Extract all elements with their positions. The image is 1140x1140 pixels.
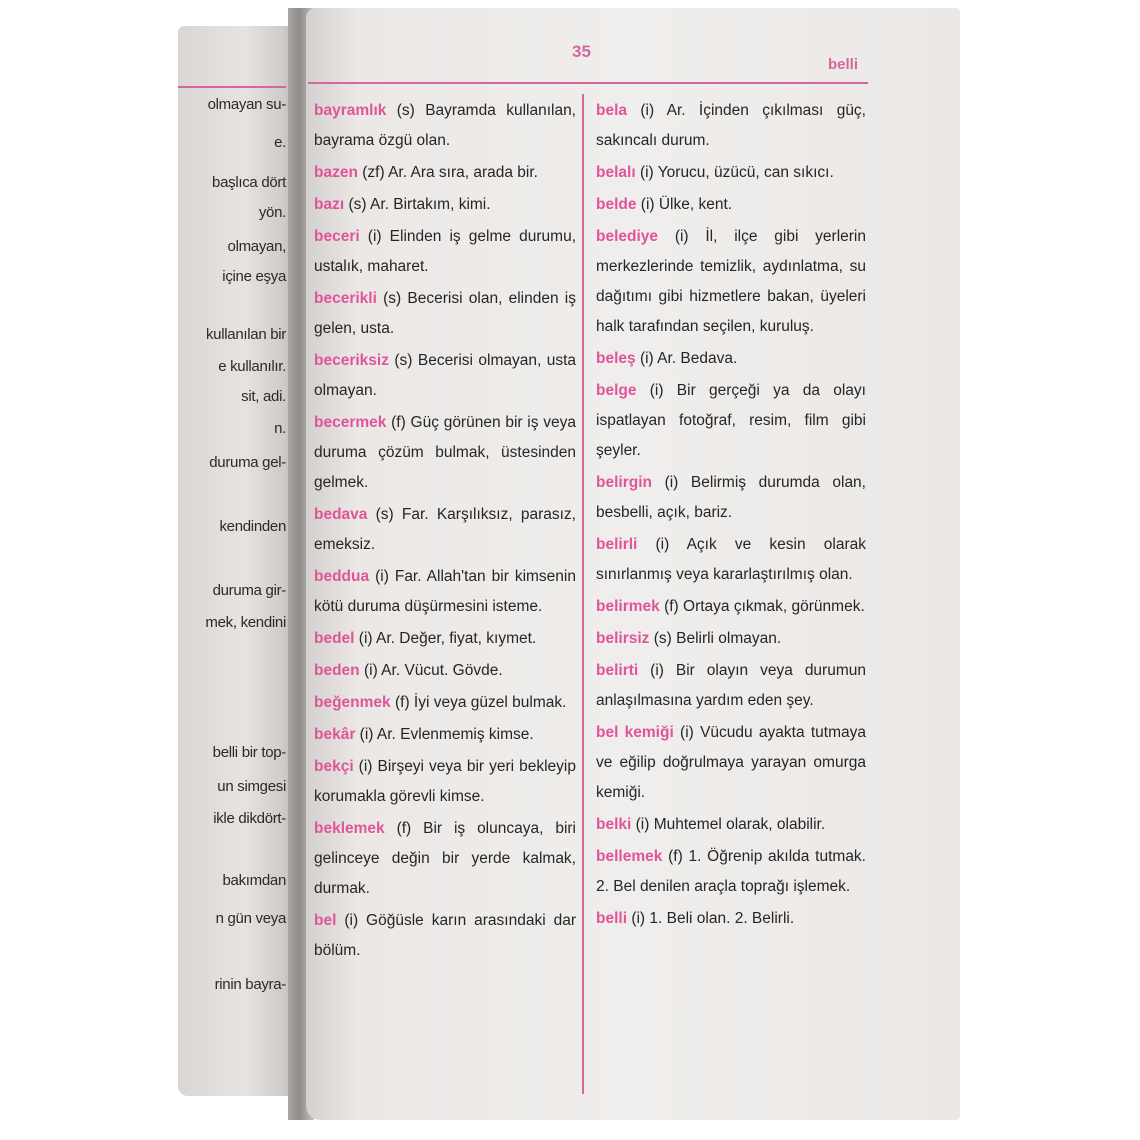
headword: becermek (314, 414, 387, 431)
headword: becerikli (314, 290, 377, 307)
definition: (i) Göğüsle karın arasındaki dar bölüm. (314, 912, 576, 959)
headword: bedel (314, 630, 355, 647)
headword: belirli (596, 536, 638, 553)
dictionary-entry (596, 222, 866, 342)
dictionary-column-right (596, 96, 866, 934)
definition: (i) Ar. İçinden çıkılması güç, sakıncalı durum. (596, 102, 866, 149)
dictionary-entry (596, 592, 866, 622)
dictionary-entry (314, 562, 576, 622)
left-page-fragment: duruma gir- (212, 582, 286, 599)
left-header-rule (178, 86, 286, 88)
left-page-fragment: ikle dikdört- (213, 810, 286, 827)
definition: (i) Yorucu, üzücü, can sıkıcı. (635, 164, 834, 181)
dictionary-entry (314, 624, 576, 654)
left-page-fragment: e kullanılır. (218, 358, 286, 375)
page-number: 35 (572, 42, 591, 61)
dictionary-entry (314, 500, 576, 560)
headword: bel (314, 912, 337, 929)
dictionary-entry (596, 158, 866, 188)
definition: (s) Becerisi olan, elinden iş gelen, usta. (314, 290, 576, 337)
left-page-fragment: bakımdan (222, 872, 286, 889)
headword: belde (596, 196, 637, 213)
definition: (f) Güç görünen bir iş veya duruma çözüm bulmak, üstesinden gelmek. (314, 414, 576, 491)
definition: (i) 1. Beli olan. 2. Belirli. (627, 910, 795, 927)
definition: (s) Far. Karşılıksız, parasız, emeksiz. (314, 506, 576, 553)
headword: beğenmek (314, 694, 391, 711)
headword: bellemek (596, 848, 663, 865)
definition: (s) Becerisi olmayan, usta olmayan. (314, 352, 576, 399)
definition: (f) Bir iş oluncaya, biri gelinceye değin bir yerde kalmak, durmak. (314, 820, 576, 897)
dictionary-entry (596, 904, 866, 934)
dictionary-entry (314, 96, 576, 156)
dictionary-entry (314, 906, 576, 966)
definition: (i) Bir gerçeği ya da olayı ispatlayan fotoğraf, resim, film gibi şeyler. (596, 382, 866, 459)
dictionary-entry (314, 346, 576, 406)
headword: bedava (314, 506, 368, 523)
definition: (s) Ar. Birtakım, kimi. (344, 196, 491, 213)
left-page-fragment: kendinden (219, 518, 286, 535)
left-page-fragment: duruma gel- (209, 454, 286, 471)
headword: belediye (596, 228, 659, 245)
headword: beklemek (314, 820, 385, 837)
left-page-fragment: kullanılan bir (205, 326, 286, 343)
left-page-fragment: içine eşya (222, 268, 286, 285)
left-page-fragment: başlıca dört (212, 174, 286, 191)
dictionary-entry (314, 190, 576, 220)
definition: (i) Elinden iş gelme durumu, ustalık, maharet. (314, 228, 576, 275)
headword: bekçi (314, 758, 354, 775)
dictionary-entry (596, 842, 866, 902)
dictionary-entry (596, 718, 866, 808)
headword: bekâr (314, 726, 356, 743)
headword: bel kemiği (596, 724, 674, 741)
dictionary-entry (596, 624, 866, 654)
definition: (f) İyi veya güzel bulmak. (390, 694, 567, 711)
left-page-fragment: un simgesi (217, 778, 286, 795)
dictionary-entry (314, 222, 576, 282)
definition: (i) Açık ve kesin olarak sınırlanmış veya kararlaştırılmış olan. (596, 536, 866, 583)
definition: (i) Bir olayın veya durumun anlaşılmasına yardım eden şey. (596, 662, 866, 709)
dictionary-entry (314, 158, 576, 188)
left-page-fragment: yön. (258, 204, 286, 221)
definition: (i) Vücudu ayakta tutmaya ve eğilip doğrulmaya yarayan omurga kemiği. (596, 724, 866, 801)
headword: bayramlık (314, 102, 387, 119)
left-page-fragment: olmayan, (227, 238, 286, 255)
definition: (f) Ortaya çıkmak, görünmek. (659, 598, 865, 615)
headword: belli (596, 910, 628, 927)
definition: (i) Birşeyi veya bir yeri bekleyip korumakla görevli kimse. (314, 758, 576, 805)
dictionary-entry (596, 376, 866, 466)
dictionary-entry (596, 190, 866, 220)
headword: beden (314, 662, 360, 679)
dictionary-entry (596, 96, 866, 156)
dictionary-entry (314, 720, 576, 750)
dictionary-entry (314, 284, 576, 344)
column-divider (582, 94, 584, 1094)
dictionary-column-left (314, 96, 576, 966)
definition: (s) Bayramda kullanılan, bayrama özgü olan. (314, 102, 576, 149)
dictionary-entry (314, 408, 576, 498)
definition: (i) Far. Allah'tan bir kimsenin kötü duruma düşürmesini isteme. (314, 568, 576, 615)
headword: belge (596, 382, 637, 399)
headword: beddua (314, 568, 370, 585)
left-page-fragment: olmayan su- (207, 96, 286, 113)
open-book (178, 8, 960, 1120)
headword: belirgin (596, 474, 652, 491)
dictionary-entry (596, 468, 866, 528)
headword: belki (596, 816, 632, 833)
dictionary-entry (596, 810, 866, 840)
headword: bazı (314, 196, 345, 213)
left-page-fragment: mek, kendini (205, 614, 286, 631)
left-page-fragment: e. (274, 134, 286, 151)
definition: (i) Ar. Vücut. Gövde. (359, 662, 503, 679)
definition: (zf) Ar. Ara sıra, arada bir. (357, 164, 538, 181)
header-rule (308, 82, 868, 84)
dictionary-entry (314, 656, 576, 686)
definition: (i) İl, ilçe gibi yerlerin merkezlerinde temizlik, aydınlatma, su dağıtımı gibi hizmetlere bakan, üyeleri halk tarafından seçilen, kuruluş. (596, 228, 866, 335)
definition: (s) Belirli olmayan. (649, 630, 782, 647)
dictionary-entry (596, 530, 866, 590)
dictionary-entry (314, 688, 576, 718)
left-page-fragment: n. (274, 420, 286, 437)
right-page (306, 8, 960, 1120)
left-page-fragment: belli bir top- (212, 744, 286, 761)
guide-word: belli (828, 56, 859, 73)
dictionary-entry (314, 814, 576, 904)
definition: (i) Ar. Bedava. (635, 350, 738, 367)
left-page-fragment: rinin bayra- (214, 976, 286, 993)
headword: beleş (596, 350, 636, 367)
headword: bazen (314, 164, 358, 181)
headword: beceriksiz (314, 352, 389, 369)
definition: (i) Ar. Evlenmemiş kimse. (355, 726, 534, 743)
headword: belirti (596, 662, 639, 679)
dictionary-entry (596, 344, 866, 374)
dictionary-entry (314, 752, 576, 812)
left-page-fragment: sit, adi. (241, 388, 286, 405)
headword: beceri (314, 228, 360, 245)
dictionary-entry (596, 656, 866, 716)
definition: (i) Ülke, kent. (636, 196, 733, 213)
definition: (f) 1. Öğrenip akılda tutmak. 2. Bel denilen araçla toprağı işlemek. (596, 848, 866, 895)
definition: (i) Belirmiş durumda olan, besbelli, açık, bariz. (596, 474, 866, 521)
definition: (i) Ar. Değer, fiyat, kıymet. (354, 630, 537, 647)
definition: (i) Muhtemel olarak, olabilir. (631, 816, 826, 833)
left-page (178, 26, 298, 1096)
left-page-fragment: n gün veya (215, 910, 286, 927)
headword: belirsiz (596, 630, 650, 647)
headword: belirmek (596, 598, 660, 615)
headword: bela (596, 102, 628, 119)
headword: belalı (596, 164, 636, 181)
